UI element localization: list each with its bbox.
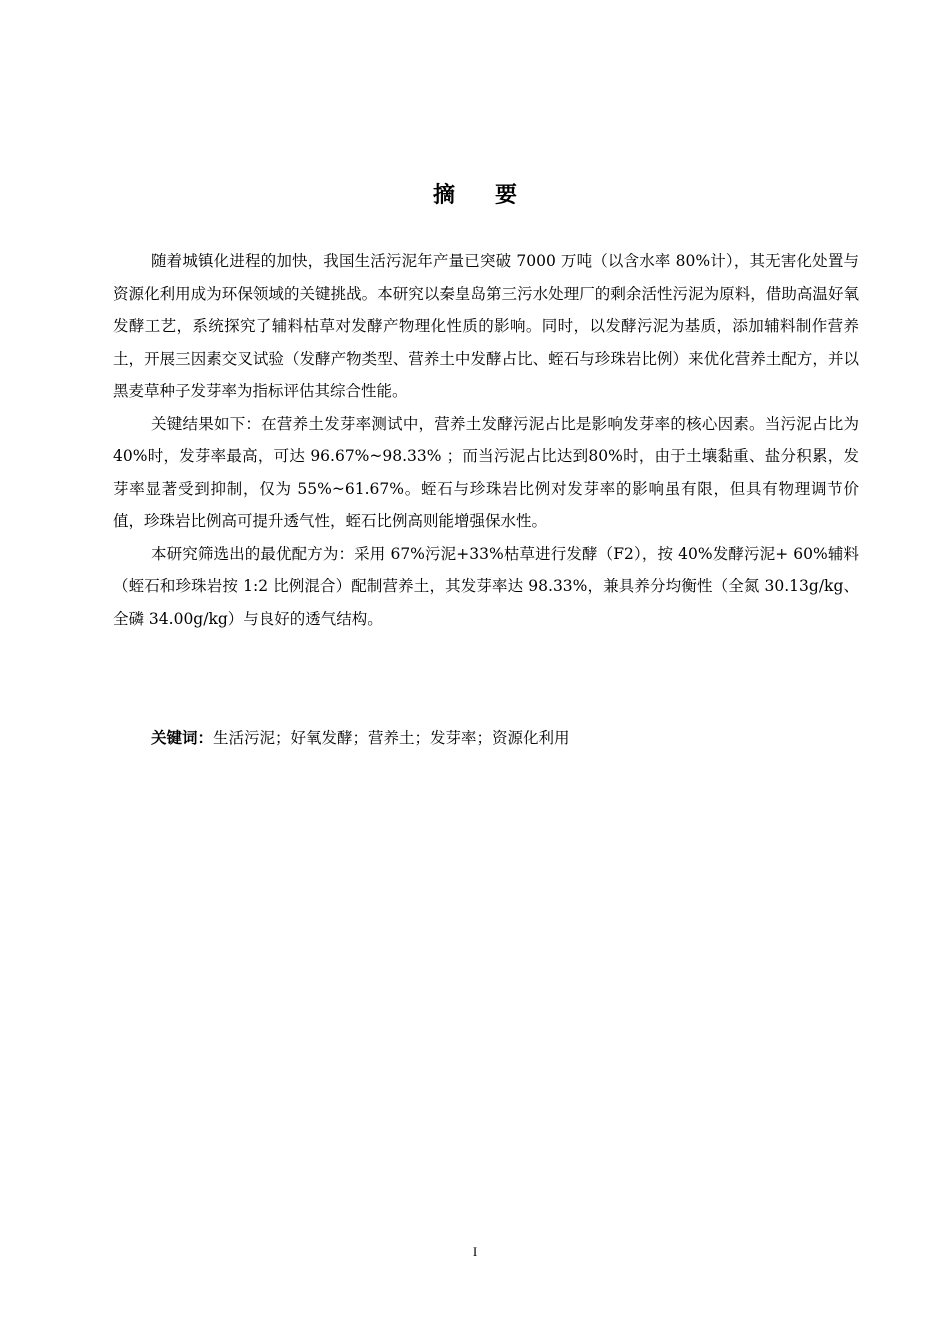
abstract-paragraph-2: 关键结果如下：在营养土发芽率测试中，营养土发酵污泥占比是影响发芽率的核心因素。当污泥占比为 40%时，发芽率最高，可达 96.67%~98.33% ；而当污泥占比达到80%时，由于土壤黏重、盐分积累，发芽率显著受到抑制，仅为 55%~61.67%。蛭石与珍珠岩比例对发芽率的影响虽有限，但具有物理调节价值，珍珠岩比例高可提升透气性，蛭石比例高则能增强保水性。 [113,414,859,530]
abstract-body [113,245,859,635]
keywords-line [151,722,859,754]
abstract-title: 摘要 [432,183,557,208]
page-number: I [472,1244,478,1259]
abstract-paragraph-1: 随着城镇化进程的加快，我国生活污泥年产量已突破 7000 万吨（以含水率 80%计），其无害化处置与资源化利用成为环保领域的关键挑战。本研究以秦皇岛第三污水处理厂的剩余活性污泥为原料，借助高温好氧发酵工艺，系统探究了辅料枯草对发酵产物理化性质的影响。同时，以发酵污泥为基质，添加辅料制作营养土，开展三因素交叉试验（发酵产物类型、营养土中发酵占比、蛭石与珍珠岩比例）来优化营养土配方，并以黑麦草种子发芽率为指标评估其综合性能。 [113,252,859,400]
abstract-paragraph-3: 本研究筛选出的最优配方为：采用 67%污泥+33%枯草进行发酵（F2），按 40%发酵污泥+ 60%辅料（蛭石和珍珠岩按 1:2 比例混合）配制营养土，其发芽率达 98.33%，兼具养分均衡性（全氮 30.13g/kg、全磷 34.00g/kg）与良好的透气结构。 [113,544,859,628]
keywords-text: 生活污泥；好氧发酵；营养土；发芽率；资源化利用 [213,729,570,747]
keywords-label: 关键词： [151,729,214,747]
